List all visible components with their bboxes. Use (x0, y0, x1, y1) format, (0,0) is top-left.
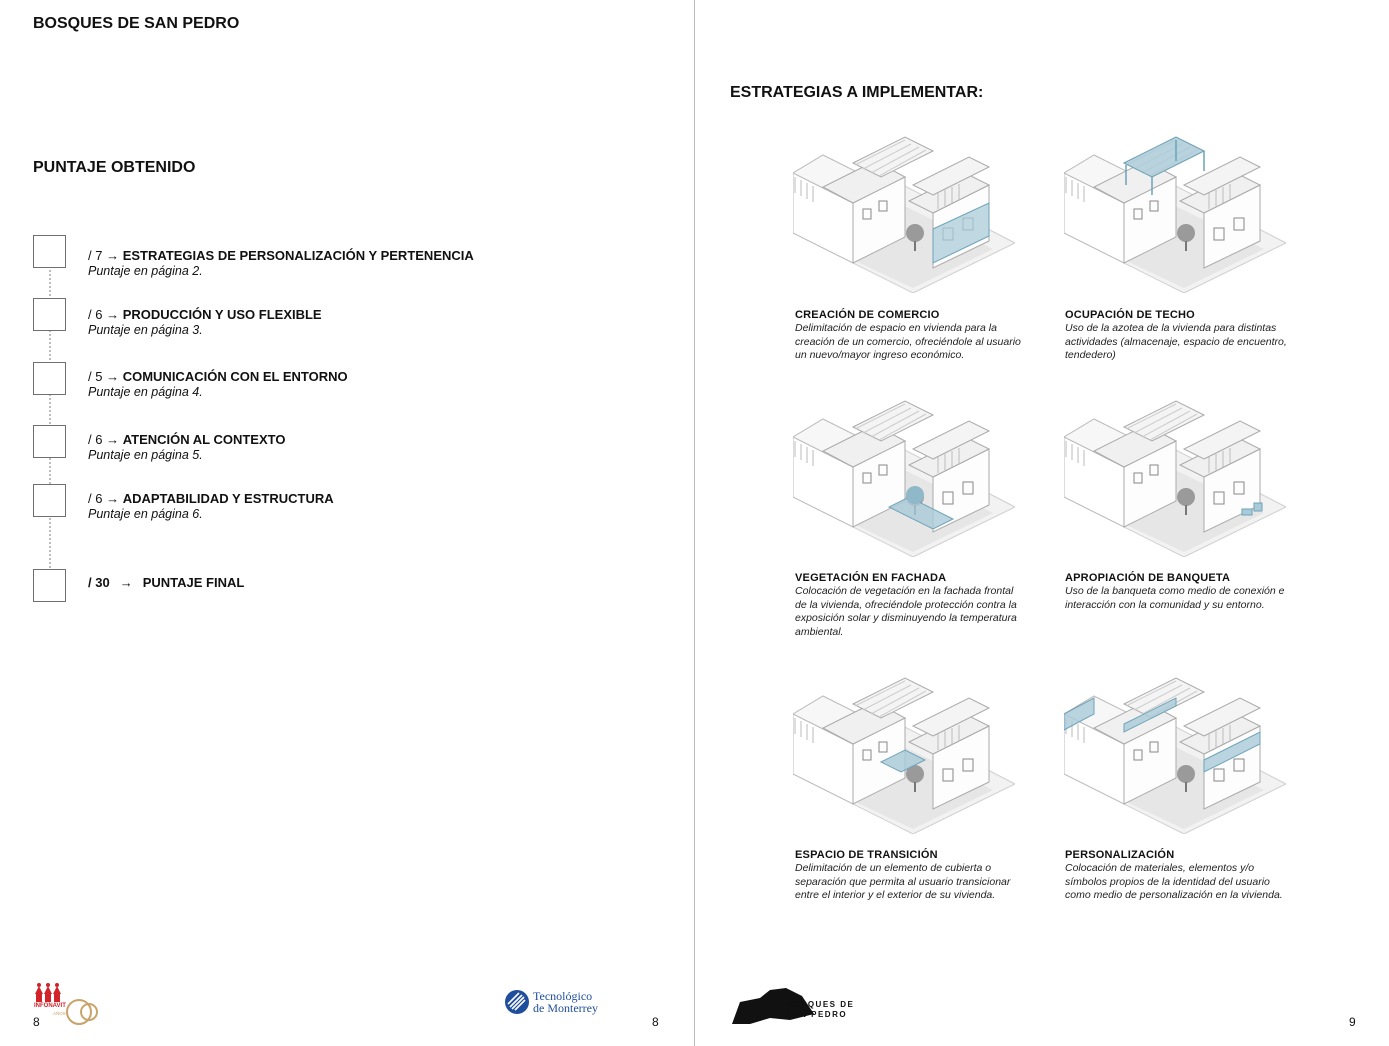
strategy-desc-1: Delimitación de espacio en vivienda para la creación de un comercio, ofreciéndole al usuario un nuevo/mayor ingreso económico. (795, 322, 1021, 361)
illustration-roof (1064, 133, 1286, 293)
tec-logo (504, 989, 614, 1017)
score-label: PRODUCCIÓN Y USO FLEXIBLE (122, 307, 322, 322)
score-box-1[interactable] (33, 235, 66, 268)
score-box-final[interactable] (33, 569, 66, 602)
final-label: PUNTAJE FINAL (142, 575, 245, 590)
score-item-5 (88, 491, 334, 506)
footer-page-left: 8 (33, 1015, 40, 1029)
score-denominator: / 7 (88, 248, 103, 263)
score-label: ADAPTABILIDAD Y ESTRUCTURA (122, 491, 334, 506)
infonavit-years: AÑOS (53, 1011, 66, 1016)
score-label: ATENCIÓN AL CONTEXTO (122, 432, 286, 447)
illustration-garden (793, 397, 1015, 557)
score-box-2[interactable] (33, 298, 66, 331)
strategy-title-6: PERSONALIZACIÓN (1065, 849, 1175, 861)
final-denominator: / 30 (88, 575, 110, 590)
bosques-logo (730, 984, 860, 1026)
strategy-desc-3: Colocación de vegetación en la fachada frontal de la vivienda, ofreciéndole protección contra la exposición solar y disminuyendo la temperatura ambiental. (795, 585, 1017, 638)
score-denominator: / 6 (88, 307, 103, 322)
page-number-left: 8 (652, 1015, 659, 1029)
score-item-1 (88, 248, 474, 263)
score-label: ESTRATEGIAS DE PERSONALIZACIÓN Y PERTENENCIA (122, 248, 474, 263)
strategy-desc-4: Uso de la banqueta como medio de conexión e interacción con la comunidad y su entorno. (1065, 585, 1285, 611)
score-box-4[interactable] (33, 425, 66, 458)
page-number-right: 9 (1349, 1015, 1356, 1029)
strategy-title-3: VEGETACIÓN EN FACHADA (795, 572, 947, 584)
arrow-icon: → (106, 248, 120, 263)
infonavit-logo (33, 982, 99, 1026)
illustration-shop (793, 133, 1015, 293)
score-box-5[interactable] (33, 484, 66, 517)
tec-shield-icon (504, 989, 530, 1015)
bosques-logo-line1: BOSQUES DE (786, 1000, 855, 1009)
infonavit-wordmark: INFONAVIT (34, 1003, 66, 1009)
arrow-icon: → (119, 575, 133, 590)
score-item-2 (88, 307, 322, 322)
final-score (88, 575, 244, 590)
score-denominator: / 6 (88, 432, 103, 447)
arrow-icon: → (106, 432, 120, 447)
strategy-title-4: APROPIACIÓN DE BANQUETA (1065, 572, 1231, 584)
arrow-icon: → (106, 307, 120, 322)
score-sub-4: Puntaje en página 5. (88, 448, 203, 462)
tec-name-line1: Tecnológico (533, 989, 593, 1003)
strategy-title-1: CREACIÓN DE COMERCIO (795, 309, 940, 321)
score-sub-5: Puntaje en página 6. (88, 507, 203, 521)
illustration-personalization (1064, 674, 1286, 834)
bosques-logo-line2: SAN PEDRO (786, 1010, 848, 1019)
tec-name-line2: de Monterrey (533, 1001, 598, 1015)
arrow-icon: → (106, 369, 120, 384)
strategy-desc-2: Uso de la azotea de la vivienda para distintas actividades (almacenaje, espacio de encuentro, tendedero) (1065, 322, 1287, 361)
score-denominator: / 6 (88, 491, 103, 506)
page-header: BOSQUES DE SAN PEDRO (33, 15, 240, 32)
score-item-3 (88, 369, 348, 384)
strategy-title-2: OCUPACIÓN DE TECHO (1065, 309, 1195, 321)
strategy-title-5: ESPACIO DE TRANSICIÓN (795, 849, 938, 861)
score-box-3[interactable] (33, 362, 66, 395)
strategy-desc-6: Colocación de materiales, elementos y/o símbolos propios de la identidad del usuario como medio de personalización en la vivienda. (1065, 862, 1283, 901)
section-title-score: PUNTAJE OBTENIDO (33, 159, 196, 176)
score-label: COMUNICACIÓN CON EL ENTORNO (122, 369, 348, 384)
illustration-sidewalk (1064, 397, 1286, 557)
strategy-desc-5: Delimitación de un elemento de cubierta o separación que permita al usuario transicionar entre el interior y el exterior de su vivienda. (795, 862, 1011, 901)
section-title-strategies: ESTRATEGIAS A IMPLEMENTAR: (730, 84, 984, 101)
score-sub-1: Puntaje en página 2. (88, 264, 203, 278)
arrow-icon: → (106, 491, 120, 506)
score-sub-3: Puntaje en página 4. (88, 385, 203, 399)
score-sub-2: Puntaje en página 3. (88, 323, 203, 337)
score-denominator: / 5 (88, 369, 103, 384)
page-divider (694, 0, 695, 1046)
illustration-transition (793, 674, 1015, 834)
score-item-4 (88, 432, 285, 447)
